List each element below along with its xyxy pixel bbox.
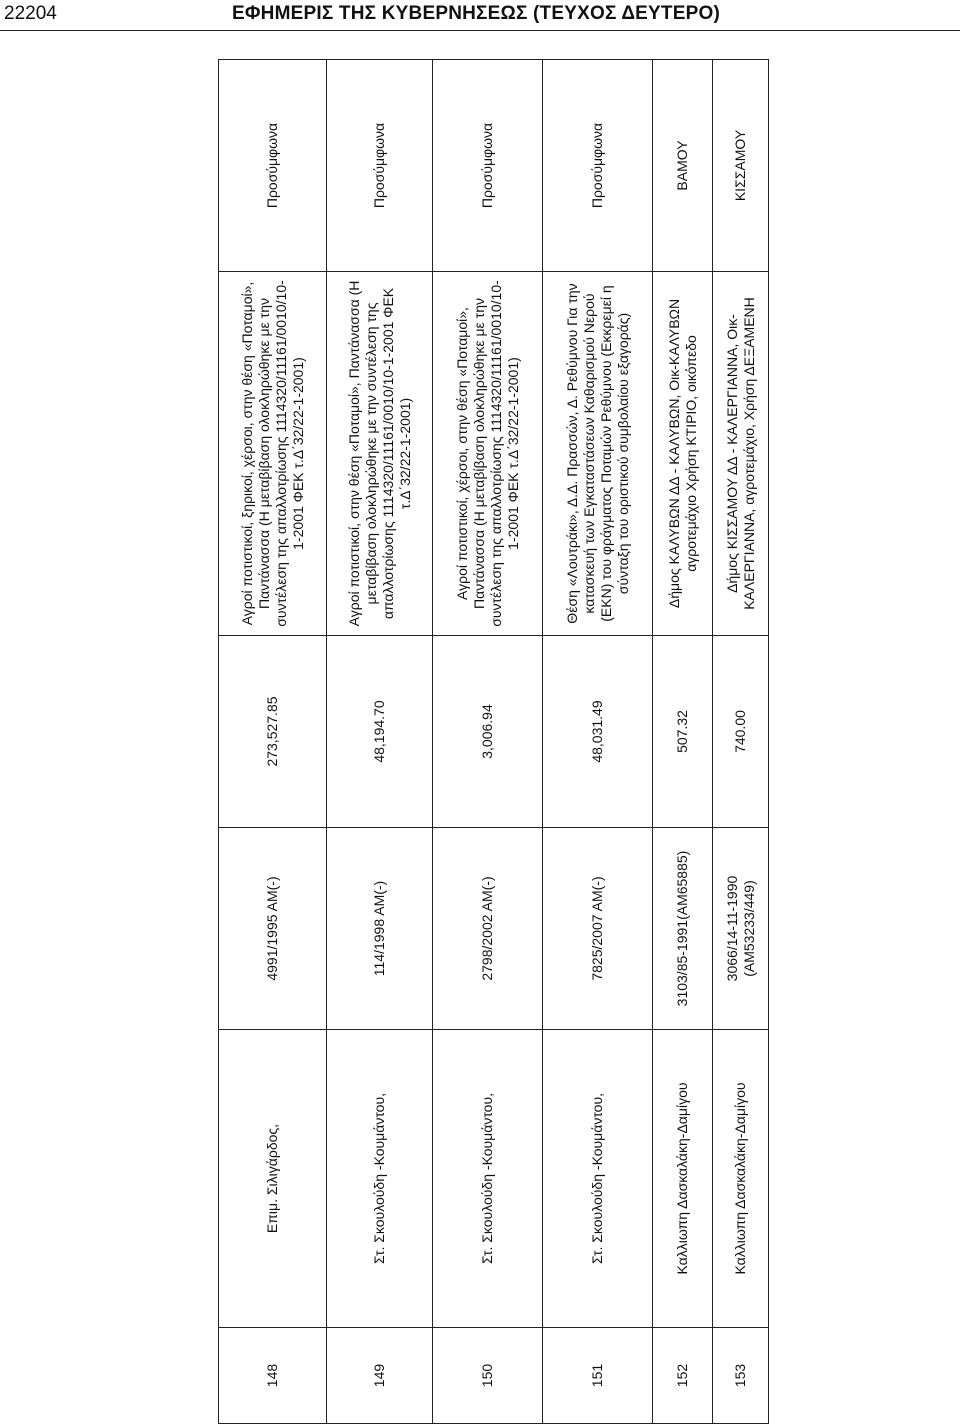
description-cell: Αγροί ποτιστικοί, ξηρικοί, χέρσοι, στην θέση «Ποταμοί», Παντάνασσα (Η μεταβίβαση ολοκληρώθηκε με την συντέλεση της απαλλοτρίωσης 1114320/11161/0010/10-1-2001 ΦΕΚ τ.Δ΄32/22-1-2001) <box>219 272 327 636</box>
area-cell: 48,031.49 <box>543 636 653 828</box>
row-number: 152 <box>653 1328 713 1424</box>
registry-table <box>218 59 769 1424</box>
rotated-table-container <box>218 60 768 1424</box>
supervisor-cell: Επιμ. Σιλιγάρδος, <box>219 1030 327 1328</box>
table-row <box>327 60 433 1424</box>
table-row <box>713 60 769 1424</box>
table-row <box>543 60 653 1424</box>
area-cell: 507.32 <box>653 636 713 828</box>
permit-cell: 2798/2002 ΑΜ(-) <box>433 828 543 1030</box>
table-row <box>219 60 327 1424</box>
table-row <box>433 60 543 1424</box>
description-cell: Δήμος ΚΑΛΥΒΩΝ ΔΔ - ΚΑΛΥΒΩΝ, Οικ-ΚΑΛΥΒΩΝ αγροτεμάχιο Χρήση ΚΤΙΡΙΟ, οικόπεδο <box>653 272 713 636</box>
page-number: 22204 <box>4 3 57 24</box>
status-cell: Προσύμφωνα <box>543 60 653 272</box>
description-cell: Αγροί ποτιστικοί, στην θέση «Ποταμοί», Παντάνασσα (Η μεταβίβαση ολοκληρώθηκε με την συντέλεση της απαλλοτρίωσης 1114320/11161/0010/10-1-2001 ΦΕΚ τ.Δ΄32/22-1-2001) <box>327 272 433 636</box>
status-cell: ΚΙΣΣΑΜΟΥ <box>713 60 769 272</box>
status-cell: ΒΑΜΟΥ <box>653 60 713 272</box>
table-row <box>653 60 713 1424</box>
description-cell: Δήμος ΚΙΣΣΑΜΟΥ ΔΔ - ΚΑΛΕΡΓΙΑΝΝΑ, Οικ-ΚΑΛΕΡΓΙΑΝΝΑ, αγροτεμάχιο, Χρήση ΔΕΞΑΜΕΝΗ <box>713 272 769 636</box>
area-cell: 740.00 <box>713 636 769 828</box>
row-number: 148 <box>219 1328 327 1424</box>
description-cell: Αγροί ποτιστικοί, χέρσοι, στην θέση «Ποταμοί», Παντάνασσα (Η μεταβίβαση ολοκληρώθηκε με την συντέλεση της απαλλοτρίωσης 1114320/11161/0010/10-1-2001 ΦΕΚ τ.Δ΄32/22-1-2001) <box>433 272 543 636</box>
permit-cell: 114/1998 ΑΜ(-) <box>327 828 433 1030</box>
row-number: 153 <box>713 1328 769 1424</box>
supervisor-cell: Στ. Σκουλούδη -Κουμάντου, <box>433 1030 543 1328</box>
row-number: 151 <box>543 1328 653 1424</box>
permit-cell: 7825/2007 ΑΜ(-) <box>543 828 653 1030</box>
permit-cell: 4991/1995 ΑΜ(-) <box>219 828 327 1030</box>
description-cell: Θέση «Λουτράκι», Δ.Δ. Πρασσών, Δ. Ρεθύμνου Για την κατασκευή των Εγκαταστάσεων Καθαρισμού Νερού (ΕΚΝ) του φράγματος Ποταμών Ρεθύμνου (Εκκρεμεί η σύνταξη του οριστικού συμβολαίου εξαγοράς) <box>543 272 653 636</box>
area-cell: 48,194.70 <box>327 636 433 828</box>
area-cell: 273,527.85 <box>219 636 327 828</box>
page-header <box>0 0 960 31</box>
status-cell: Προσύμφωνα <box>433 60 543 272</box>
supervisor-cell: Στ. Σκουλούδη -Κουμάντου, <box>543 1030 653 1328</box>
status-cell: Προσύμφωνα <box>219 60 327 272</box>
row-number: 150 <box>433 1328 543 1424</box>
supervisor-cell: Στ. Σκουλούδη -Κουμάντου, <box>327 1030 433 1328</box>
supervisor-cell: Καλλιωπη Δασκαλάκη-Δαμίγου <box>713 1030 769 1328</box>
row-number: 149 <box>327 1328 433 1424</box>
permit-cell: 3103/85-1991(AM65885) <box>653 828 713 1030</box>
status-cell: Προσύμφωνα <box>327 60 433 272</box>
gazette-title: ΕΦΗΜΕΡΙΣ ΤΗΣ ΚΥΒΕΡΝΗΣΕΩΣ (ΤΕΥΧΟΣ ΔΕΥΤΕΡΟ) <box>232 3 720 24</box>
area-cell: 3,006.94 <box>433 636 543 828</box>
supervisor-cell: Καλλιωπη Δασκαλάκη-Δαμίγου <box>653 1030 713 1328</box>
permit-cell: 3066/14-11-1990 (AM53233/449) <box>713 828 769 1030</box>
